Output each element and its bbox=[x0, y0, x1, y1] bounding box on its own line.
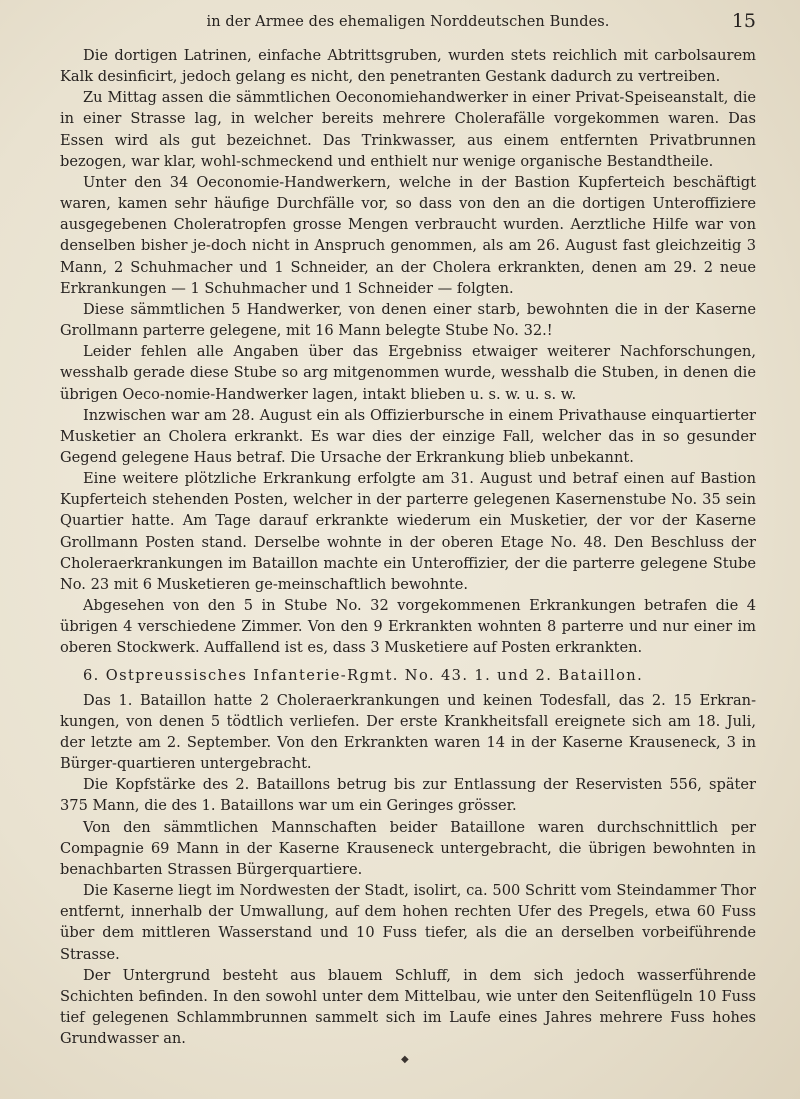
paragraph: Die dortigen Latrinen, einfache Abtrittsgruben, wurden stets reichlich mit carbolsaurem Kalk desinficirt, jedoch gelang es nicht, den penetranten Gestank dadurch zu vertreiben. bbox=[60, 47, 756, 86]
page-header bbox=[60, 10, 756, 36]
page-number: 15 bbox=[731, 10, 756, 32]
paragraph: Leider fehlen alle Angaben über das Ergebniss etwaiger weiterer Nachforschungen, wesshalb gerade diese Stube so arg mitgenommen wurde, wesshalb die Stuben, in denen die übrigen Oeco-nomie-Handwerker lagen, intakt blieben u. s. w. u. s. w. bbox=[60, 343, 756, 403]
body-text bbox=[60, 45, 756, 1049]
paragraph: Eine weitere plötzliche Erkrankung erfolgte am 31. August und betraf einen auf Bastion Kupferteich stehenden Posten, welcher in der parterre gelegenen Kasernenstube No. 35 sein Quartier hatte. Am Tage darauf erkrankte wiederum ein Musketier, der vor der Kaserne Grollmann Posten stand. Derselbe wohnte in der oberen Etage No. 48. Den Beschluss der Choleraerkrankungen im Bataillon machte ein Unteroffizier, der die parterre gelegene Stube No. 23 mit 6 Musketieren ge-meinschaftlich bewohnte. bbox=[60, 470, 756, 593]
section-heading: 6. Ostpreussisches Infanterie-Rgmt. No. 43. 1. und 2. Bataillon. bbox=[83, 666, 644, 684]
paragraph: Die Kaserne liegt im Nordwesten der Stadt, isolirt, ca. 500 Schritt vom Steindammer Thor entfernt, innerhalb der Umwallung, auf dem hohen rechten Ufer des Pregels, etwa 60 Fuss über dem mittleren Wasserstand und 10 Fuss tiefer, als die an derselben vorbeiführende Strasse. bbox=[60, 882, 756, 963]
paragraph: Die Kopfstärke des 2. Bataillons betrug bis zur Entlassung der Reservisten 556, später 375 Mann, die des 1. Bataillons war um ein Geringes grösser. bbox=[60, 776, 756, 815]
paragraph: Von den sämmtlichen Mannschaften beider Bataillone waren durchschnittlich per Compagnie 69 Mann in der Kaserne Krauseneck untergebracht, die übrigen bewohnten in benachbarten Strassen Bürgerquartiere. bbox=[60, 818, 756, 878]
paragraph: Abgesehen von den 5 in Stube No. 32 vorgekommenen Erkrankungen betrafen die 4 übrigen 4 verschiedene Zimmer. Von den 9 Erkrankten wohnten 8 parterre und nur einer im oberen Stockwerk. Auffallend ist es, dass 3 Musketiere auf Posten erkrankten. bbox=[60, 597, 756, 657]
paragraph: Der Untergrund besteht aus blauem Schluff, in dem sich jedoch wasserführende Schichten befinden. In den sowohl unter dem Mittelbau, wie unter den Seitenflügeln 10 Fuss tief gelegenen Schlammbrunnen sammelt sich im Laufe eines Jahres mehrere Fuss hohes Grundwasser an. bbox=[60, 966, 756, 1048]
paragraph: Zu Mittag assen die sämmtlichen Oeconomiehandwerker in einer Privat-Speiseanstalt, die in einer Strasse lag, in welcher bereits mehrere Cholerafälle vorgekommen waren. Das Essen wird als gut bezeichnet. Das Trinkwasser, aus einem entfernten Privatbrunnen bezogen, war klar, wohl-schmeckend und enthielt nur wenige organische Bestandtheile. bbox=[60, 89, 756, 170]
paragraph: Diese sämmtlichen 5 Handwerker, von denen einer starb, bewohnten die in der Kaserne Grollmann parterre gelegene, mit 16 Mann belegte Stube No. 32.! bbox=[60, 300, 756, 340]
paragraph: Unter den 34 Oeconomie-Handwerkern, welche in der Bastion Kupferteich beschäftigt waren, kamen sehr häufige Durchfälle vor, so dass von den an die dortigen Unteroffiziere ausgegebenen Choleratropfen grosse Mengen verbraucht wurden. Aerztliche Hilfe war von denselben bisher je-doch nicht in Anspruch genommen, als am 26. August fast gleichzeitig 3 Mann, 2 Schuhmacher und 1 Schneider, an der Cholera erkrankten, denen am 29. 2 neue Erkrankungen — 1 Schuhmacher und 1 Schneider — folgten. bbox=[60, 173, 756, 297]
paragraph: Das 1. Bataillon hatte 2 Choleraerkrankungen und keinen Todesfall, das 2. 15 Erkran-kungen, von denen 5 tödtlich verliefen. Der erste Krankheitsfall ereignete sich am 18. Juli, der letzte am 2. September. Von den Erkrankten waren 14 in der Kaserne Krauseneck, 3 in Bürger-quartieren untergebracht. bbox=[60, 691, 756, 773]
footer-ornament: ◆ bbox=[401, 1054, 409, 1065]
running-head: in der Armee des ehemaligen Norddeutschen Bundes. bbox=[206, 14, 610, 30]
paragraph: Inzwischen war am 28. August ein als Offizierbursche in einem Privathause einquartierter Musketier an Cholera erkrankt. Es war dies der einzige Fall, welcher das in so gesunder Gegend gelegene Haus betraf. Die Ursache der Erkrankung blieb unbekannt. bbox=[60, 406, 756, 466]
